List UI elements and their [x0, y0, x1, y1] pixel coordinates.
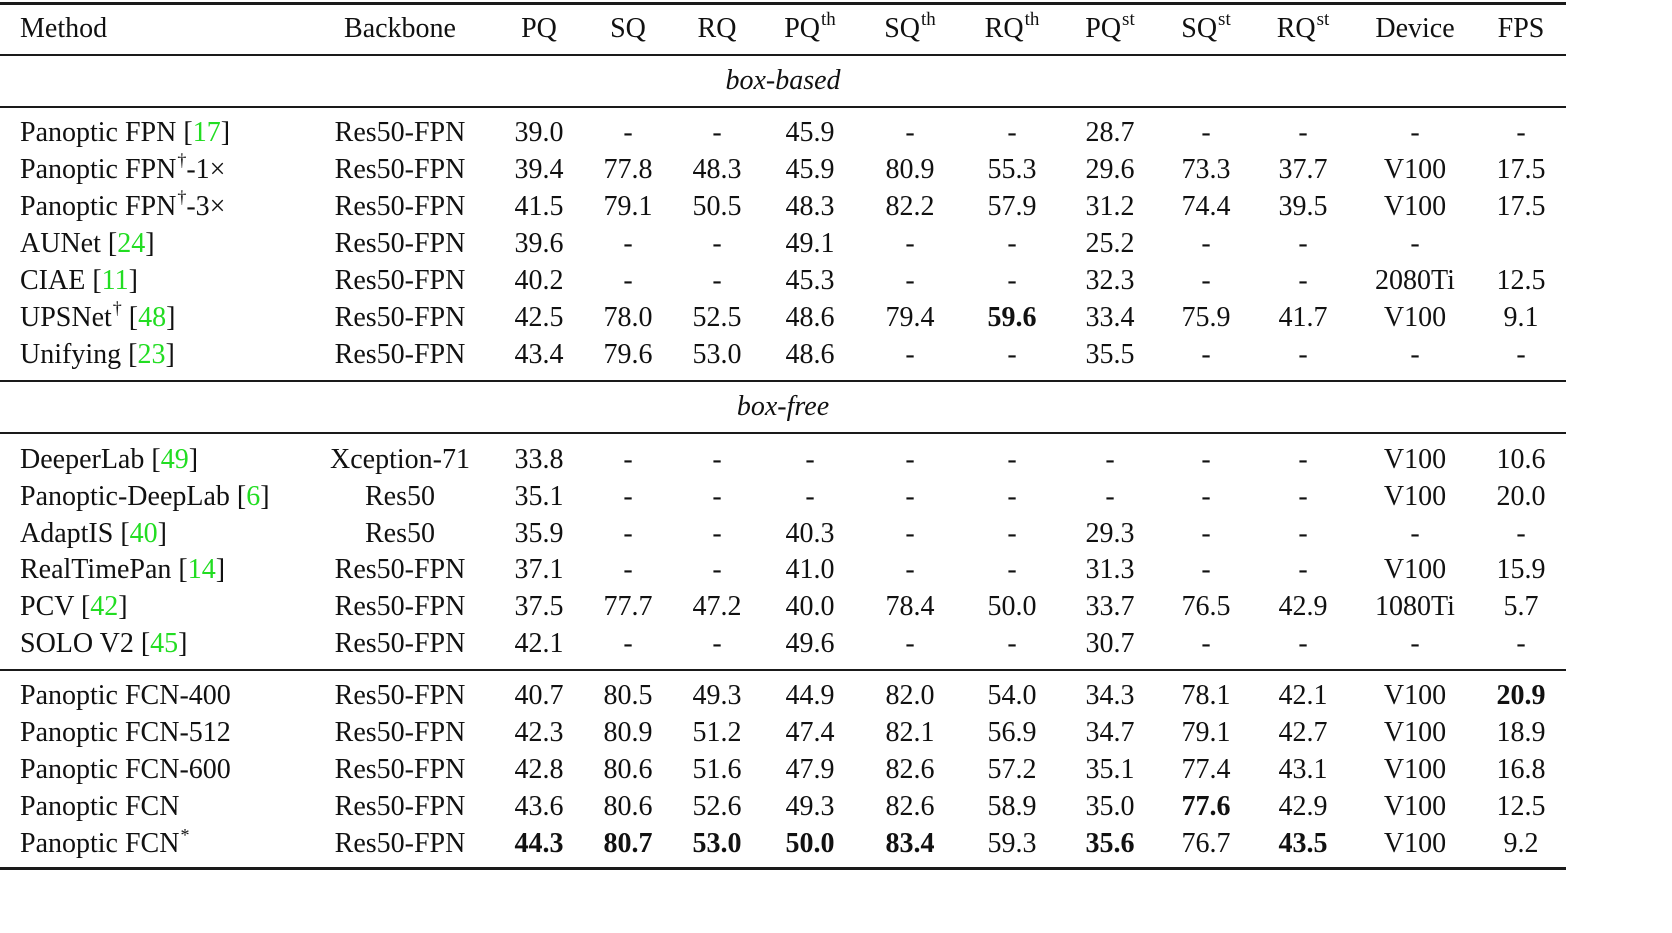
sqst-cell: - [1201, 228, 1211, 259]
section-ours-rule [0, 669, 1566, 671]
rq-cell: - [712, 481, 722, 512]
method-name: AUNet [24] [20, 228, 155, 259]
sqst-cell: 73.3 [1181, 154, 1231, 185]
method-name: Panoptic FCN [20, 791, 180, 822]
pq-cell: 39.0 [514, 117, 564, 148]
table-row [0, 714, 1566, 751]
table-row [0, 336, 1566, 373]
pqst-cell: 28.7 [1085, 117, 1135, 148]
method-suffix: -1× [186, 154, 226, 185]
backbone-cell: Res50-FPN [334, 154, 466, 185]
sqth-cell: 82.1 [885, 717, 935, 748]
rqst-cell: 42.9 [1278, 591, 1328, 622]
method-name: DeeperLab [49] [20, 444, 199, 475]
pqth-cell: 41.0 [785, 554, 835, 585]
device-cell: V100 [1383, 554, 1447, 585]
pqth-cell: 49.1 [785, 228, 835, 259]
fps-cell: 12.5 [1496, 265, 1546, 296]
header-pq: PQ [521, 13, 557, 44]
rq-cell: 51.6 [692, 754, 742, 785]
citation-link[interactable]: 42 [90, 591, 119, 622]
rqth-cell: - [1007, 339, 1017, 370]
rqth-cell: 59.6 [987, 302, 1037, 333]
header-row [0, 10, 1566, 47]
pq-cell: 42.1 [514, 628, 564, 659]
backbone-cell: Res50-FPN [334, 754, 466, 785]
rq-cell: - [712, 628, 722, 659]
rq-cell: - [712, 228, 722, 259]
rq-cell: - [712, 554, 722, 585]
pq-cell: 33.8 [514, 444, 564, 475]
rqth-cell: 59.3 [987, 828, 1037, 859]
fps-cell: 18.9 [1496, 717, 1546, 748]
rqst-cell: 42.9 [1278, 791, 1328, 822]
fps-cell: 20.0 [1496, 481, 1546, 512]
backbone-cell: Res50-FPN [334, 302, 466, 333]
sqst-cell: - [1201, 518, 1211, 549]
backbone-cell: Res50 [365, 481, 435, 512]
sqth-cell: 78.4 [885, 591, 935, 622]
sqst-cell: - [1201, 117, 1211, 148]
rqst-cell: 37.7 [1278, 154, 1328, 185]
pqth-cell: 40.0 [785, 591, 835, 622]
pqth-cell: 45.9 [785, 117, 835, 148]
device-cell: - [1410, 628, 1420, 659]
table-row [0, 825, 1566, 862]
sqth-cell: - [905, 554, 915, 585]
rqst-cell: 42.7 [1278, 717, 1328, 748]
fps-cell: - [1516, 339, 1526, 370]
pq-cell: 37.5 [514, 591, 564, 622]
header-pq-things: $PQ^{th}$ [784, 9, 836, 44]
section-box-free-rule [0, 432, 1566, 434]
fps-cell: - [1516, 117, 1526, 148]
citation-link[interactable]: 45 [150, 628, 179, 659]
sqth-cell: 82.2 [885, 191, 935, 222]
pq-cell: 35.1 [514, 481, 564, 512]
backbone-cell: Res50-FPN [334, 717, 466, 748]
device-cell: V100 [1383, 154, 1447, 185]
header-backbone: Backbone [344, 13, 456, 44]
citation-link[interactable]: 17 [192, 117, 221, 148]
sqth-cell: - [905, 117, 915, 148]
sqth-cell: - [905, 265, 915, 296]
method-name: CIAE [11] [20, 265, 138, 296]
pqth-cell: 50.0 [785, 828, 835, 859]
rqth-cell: - [1007, 554, 1017, 585]
pqst-cell: 30.7 [1085, 628, 1135, 659]
rq-cell: 50.5 [692, 191, 742, 222]
rqst-cell: - [1298, 444, 1308, 475]
pqst-cell: 35.0 [1085, 791, 1135, 822]
rqst-cell: - [1298, 265, 1308, 296]
method-name: SOLO V2 [45] [20, 628, 188, 659]
fps-cell: 12.5 [1496, 791, 1546, 822]
method-name: AdaptIS [40] [20, 518, 167, 549]
sq-cell: - [623, 554, 633, 585]
backbone-cell: Res50-FPN [334, 228, 466, 259]
sq-cell: 78.0 [603, 302, 653, 333]
sqst-cell: 77.4 [1181, 754, 1231, 785]
pq-cell: 40.2 [514, 265, 564, 296]
table-row [0, 625, 1566, 662]
rqth-cell: 55.3 [987, 154, 1037, 185]
header-method: Method [20, 13, 108, 44]
method-name: Panoptic FCN-400 [20, 680, 231, 711]
method-name: Panoptic FPN†-3× [20, 187, 226, 222]
pq-cell: 42.3 [514, 717, 564, 748]
rqst-cell: 42.1 [1278, 680, 1328, 711]
pq-cell: 35.9 [514, 518, 564, 549]
sqst-cell: 76.7 [1181, 828, 1231, 859]
method-name: Panoptic FCN-600 [20, 754, 231, 785]
device-cell: 1080Ti [1375, 591, 1455, 622]
sq-cell: - [623, 628, 633, 659]
method-name: Panoptic FPN [17] [20, 117, 231, 148]
device-cell: V100 [1383, 717, 1447, 748]
fps-cell: 10.6 [1496, 444, 1546, 475]
table-row [0, 551, 1566, 588]
device-cell: V100 [1383, 444, 1447, 475]
citation-link[interactable]: 40 [129, 518, 158, 549]
sq-cell: 77.7 [603, 591, 653, 622]
rqst-cell: - [1298, 518, 1308, 549]
pqst-cell: 31.2 [1085, 191, 1135, 222]
pqth-cell: 49.3 [785, 791, 835, 822]
sq-cell: 80.6 [603, 791, 653, 822]
table-row [0, 299, 1566, 336]
table-row [0, 188, 1566, 225]
table-row [0, 751, 1566, 788]
sqth-cell: - [905, 481, 915, 512]
backbone-cell: Res50-FPN [334, 680, 466, 711]
pqst-cell: 25.2 [1085, 228, 1135, 259]
pq-cell: 39.4 [514, 154, 564, 185]
table-row [0, 588, 1566, 625]
sqst-cell: 77.6 [1181, 791, 1231, 822]
fps-cell: 17.5 [1496, 154, 1546, 185]
pq-cell: 39.6 [514, 228, 564, 259]
citation-link[interactable]: 6 [246, 481, 261, 512]
pqst-cell: 34.7 [1085, 717, 1135, 748]
method-name: Unifying [23] [20, 339, 175, 370]
top-rule [0, 2, 1566, 5]
pq-cell: 41.5 [514, 191, 564, 222]
rqst-cell: - [1298, 481, 1308, 512]
header-rule [0, 54, 1566, 56]
rqst-cell: - [1298, 339, 1308, 370]
rqst-cell: 43.1 [1278, 754, 1328, 785]
table-row [0, 114, 1566, 151]
rqth-cell: 57.2 [987, 754, 1037, 785]
rqst-cell: 39.5 [1278, 191, 1328, 222]
citation-link[interactable]: 48 [138, 302, 167, 333]
rqth-cell: - [1007, 481, 1017, 512]
table-row [0, 151, 1566, 188]
pq-cell: 44.3 [514, 828, 564, 859]
sqth-cell: - [905, 444, 915, 475]
rqst-cell: - [1298, 117, 1308, 148]
pqth-cell: 48.6 [785, 302, 835, 333]
rq-cell: 53.0 [692, 828, 742, 859]
backbone-cell: Res50-FPN [334, 791, 466, 822]
pq-cell: 43.6 [514, 791, 564, 822]
rq-cell: - [712, 117, 722, 148]
device-cell: V100 [1383, 828, 1447, 859]
rq-cell: 52.6 [692, 791, 742, 822]
device-cell: V100 [1383, 680, 1447, 711]
sqst-cell: 76.5 [1181, 591, 1231, 622]
rqth-cell: 56.9 [987, 717, 1037, 748]
rqth-cell: - [1007, 628, 1017, 659]
method-name: UPSNet† [48] [20, 298, 176, 333]
pqst-cell: 35.5 [1085, 339, 1135, 370]
pq-cell: 42.5 [514, 302, 564, 333]
pq-cell: 37.1 [514, 554, 564, 585]
fps-cell: 16.8 [1496, 754, 1546, 785]
pqst-cell: - [1105, 444, 1115, 475]
pqst-cell: 31.3 [1085, 554, 1135, 585]
sq-cell: 80.6 [603, 754, 653, 785]
pqth-cell: 48.6 [785, 339, 835, 370]
sqst-cell: - [1201, 444, 1211, 475]
backbone-cell: Res50-FPN [334, 554, 466, 585]
method-name: Panoptic FCN-512 [20, 717, 231, 748]
rqth-cell: - [1007, 518, 1017, 549]
device-cell: - [1410, 518, 1420, 549]
backbone-cell: Xception-71 [330, 444, 470, 475]
pqst-cell: 29.6 [1085, 154, 1135, 185]
pqst-cell: 34.3 [1085, 680, 1135, 711]
sq-cell: - [623, 265, 633, 296]
fps-cell: 20.9 [1496, 680, 1546, 711]
sq-cell: - [623, 228, 633, 259]
citation-link[interactable]: 14 [187, 554, 216, 585]
sq-cell: 77.8 [603, 154, 653, 185]
pqth-cell: 45.9 [785, 154, 835, 185]
citation-link[interactable]: 24 [117, 228, 146, 259]
rq-cell: - [712, 265, 722, 296]
fps-cell: 9.1 [1503, 302, 1539, 333]
sqst-cell: 75.9 [1181, 302, 1231, 333]
backbone-cell: Res50 [365, 518, 435, 549]
table-row [0, 478, 1566, 515]
sqst-cell: 74.4 [1181, 191, 1231, 222]
sq-cell: - [623, 481, 633, 512]
sqth-cell: - [905, 628, 915, 659]
header-device: Device [1375, 13, 1455, 44]
table-row [0, 677, 1566, 714]
header-sq-stuff: $SQ^{st}$ [1181, 9, 1231, 44]
pqth-cell: 47.9 [785, 754, 835, 785]
device-cell: - [1410, 339, 1420, 370]
header-pq-stuff: $PQ^{st}$ [1085, 9, 1135, 44]
rqth-cell: 50.0 [987, 591, 1037, 622]
fps-cell: 5.7 [1503, 591, 1539, 622]
table-row [0, 262, 1566, 299]
sqth-cell: - [905, 339, 915, 370]
header-rq-things: $RQ^{th}$ [984, 9, 1040, 44]
pqth-cell: 48.3 [785, 191, 835, 222]
pqst-cell: 29.3 [1085, 518, 1135, 549]
dagger-mark: † [177, 187, 187, 207]
fps-cell: 17.5 [1496, 191, 1546, 222]
fps-cell: - [1516, 518, 1526, 549]
backbone-cell: Res50-FPN [334, 339, 466, 370]
sqth-cell: 80.9 [885, 154, 935, 185]
sq-cell: 79.1 [603, 191, 653, 222]
sqth-cell: 83.4 [885, 828, 935, 859]
sqst-cell: - [1201, 265, 1211, 296]
rqth-cell: - [1007, 265, 1017, 296]
device-cell: - [1410, 117, 1420, 148]
rqth-cell: 57.9 [987, 191, 1037, 222]
backbone-cell: Res50-FPN [334, 591, 466, 622]
header-sq-things: $SQ^{th}$ [884, 9, 936, 44]
table-row [0, 441, 1566, 478]
dagger-mark: † [177, 150, 187, 170]
device-cell: V100 [1383, 302, 1447, 333]
sq-cell: - [623, 117, 633, 148]
pqth-cell: - [805, 444, 815, 475]
rqst-cell: 43.5 [1278, 828, 1328, 859]
dagger-mark: † [112, 298, 122, 318]
sq-cell: 79.6 [603, 339, 653, 370]
rqth-cell: - [1007, 228, 1017, 259]
fps-cell: 15.9 [1496, 554, 1546, 585]
device-cell: 2080Ti [1375, 265, 1455, 296]
section-label-box-free: box-free [736, 391, 830, 422]
table-row [0, 515, 1566, 552]
rq-cell: - [712, 518, 722, 549]
bottom-rule [0, 867, 1566, 870]
sqst-cell: 79.1 [1181, 717, 1231, 748]
backbone-cell: Res50-FPN [334, 191, 466, 222]
rq-cell: 51.2 [692, 717, 742, 748]
section-label-box-based: box-based [725, 65, 841, 96]
device-cell: V100 [1383, 481, 1447, 512]
pqst-cell: 35.6 [1085, 828, 1135, 859]
pq-cell: 42.8 [514, 754, 564, 785]
rq-cell: 49.3 [692, 680, 742, 711]
pqst-cell: 33.7 [1085, 591, 1135, 622]
rq-cell: 48.3 [692, 154, 742, 185]
header-rq-stuff: $RQ^{st}$ [1276, 9, 1330, 44]
pqth-cell: 40.3 [785, 518, 835, 549]
backbone-cell: Res50-FPN [334, 117, 466, 148]
sqth-cell: 82.6 [885, 791, 935, 822]
device-cell: V100 [1383, 754, 1447, 785]
rqth-cell: 54.0 [987, 680, 1037, 711]
rq-cell: 53.0 [692, 339, 742, 370]
fps-cell: - [1516, 628, 1526, 659]
sqst-cell: 78.1 [1181, 680, 1231, 711]
pqth-cell: 47.4 [785, 717, 835, 748]
citation-link[interactable]: 11 [101, 265, 129, 296]
sq-cell: 80.5 [603, 680, 653, 711]
pqth-cell: - [805, 481, 815, 512]
citation-link[interactable]: 49 [160, 444, 189, 475]
rqst-cell: 41.7 [1278, 302, 1328, 333]
backbone-cell: Res50-FPN [334, 265, 466, 296]
method-name: Panoptic FPN†-1× [20, 150, 226, 185]
pqst-cell: 32.3 [1085, 265, 1135, 296]
sqst-cell: - [1201, 628, 1211, 659]
pqth-cell: 44.9 [785, 680, 835, 711]
method-suffix: -3× [186, 191, 226, 222]
rqst-cell: - [1298, 628, 1308, 659]
pqth-cell: 49.6 [785, 628, 835, 659]
header-sq: SQ [610, 13, 646, 44]
sq-cell: - [623, 518, 633, 549]
header-rq: RQ [697, 13, 737, 44]
pq-cell: 43.4 [514, 339, 564, 370]
method-name: PCV [42] [20, 591, 128, 622]
device-cell: V100 [1383, 191, 1447, 222]
table-row [0, 225, 1566, 262]
section-box-based-rule [0, 106, 1566, 108]
backbone-cell: Res50-FPN [334, 828, 466, 859]
rq-cell: - [712, 444, 722, 475]
sqth-cell: 79.4 [885, 302, 935, 333]
pqst-cell: - [1105, 481, 1115, 512]
citation-link[interactable]: 23 [137, 339, 166, 370]
method-name: Panoptic-DeepLab [6] [20, 481, 270, 512]
sqth-cell: 82.6 [885, 754, 935, 785]
sqth-cell: 82.0 [885, 680, 935, 711]
pqth-cell: 45.3 [785, 265, 835, 296]
device-cell: - [1410, 228, 1420, 259]
sq-cell: - [623, 444, 633, 475]
backbone-cell: Res50-FPN [334, 628, 466, 659]
sqth-cell: - [905, 228, 915, 259]
sqst-cell: - [1201, 339, 1211, 370]
pq-cell: 40.7 [514, 680, 564, 711]
section-box-based-end-rule [0, 380, 1566, 382]
sqst-cell: - [1201, 481, 1211, 512]
rqth-cell: - [1007, 117, 1017, 148]
fps-cell: 9.2 [1503, 828, 1539, 859]
method-name: Panoptic FCN* [20, 825, 190, 859]
pqst-cell: 33.4 [1085, 302, 1135, 333]
rqth-cell: 58.9 [987, 791, 1037, 822]
table-row [0, 788, 1566, 825]
sqst-cell: - [1201, 554, 1211, 585]
method-name: RealTimePan [14] [20, 554, 226, 585]
rqst-cell: - [1298, 554, 1308, 585]
asterisk-mark: * [180, 825, 190, 845]
sq-cell: 80.7 [603, 828, 653, 859]
pqst-cell: 35.1 [1085, 754, 1135, 785]
rq-cell: 52.5 [692, 302, 742, 333]
sq-cell: 80.9 [603, 717, 653, 748]
rqst-cell: - [1298, 228, 1308, 259]
device-cell: V100 [1383, 791, 1447, 822]
header-fps: FPS [1497, 13, 1545, 44]
sqth-cell: - [905, 518, 915, 549]
rq-cell: 47.2 [692, 591, 742, 622]
rqth-cell: - [1007, 444, 1017, 475]
